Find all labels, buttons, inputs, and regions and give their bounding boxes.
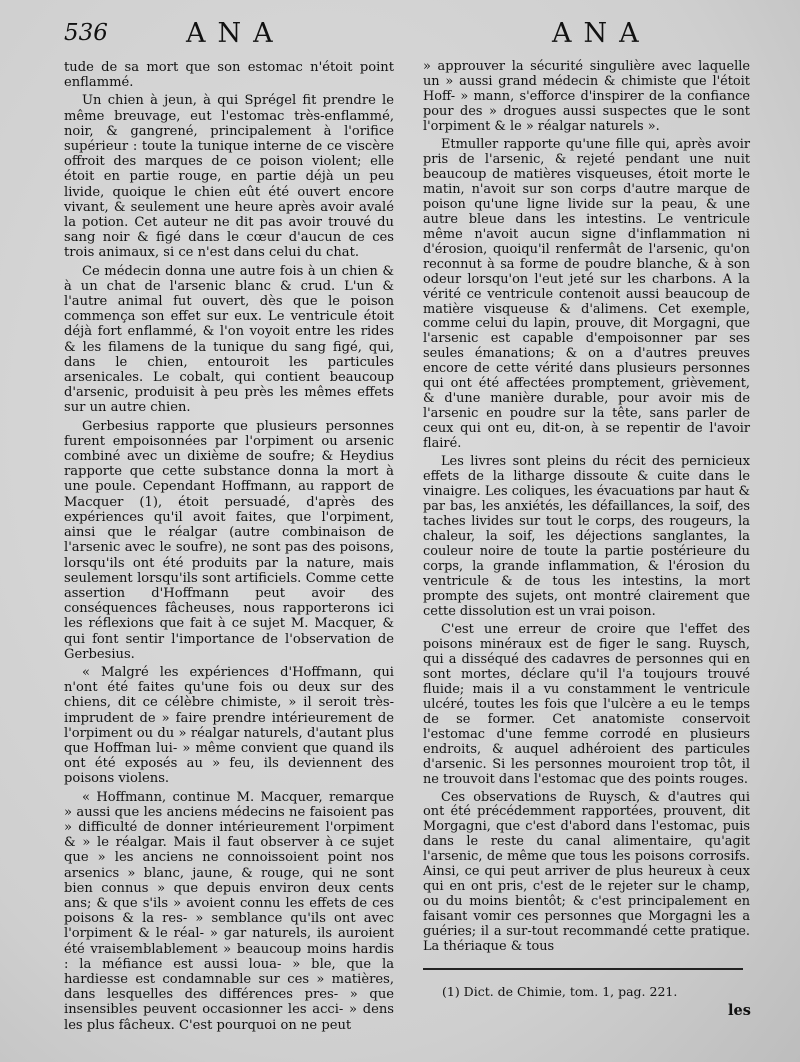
page-header	[0, 18, 800, 54]
paragraph: Les livres sont pleins du récit des pernicieux effets de la litharge dissoute & cuite dans le vinaigre. Les coliques, les évacuations par haut & par bas, les anxiétés, les défaillances, la soif, des taches livides sur tout le corps, des rougeurs, la chaleur, la soif, les déjections sanglantes, la couleur noire de toute la partie postérieure du corps, la grande inflammation, & l'érosion du ventricule & de tous les intestins, la mort prompte des sujets, ont montré clairement que cette dissolution est un vrai poison.	[423, 454, 750, 619]
footnote-rule	[423, 968, 743, 970]
running-head-left: ANA	[186, 18, 285, 49]
catchword: les	[728, 1002, 751, 1019]
footnote: (1) Dict. de Chimie, tom. 1, pag. 221.	[442, 984, 678, 999]
paragraph: Un chien à jeun, à qui Sprégel fit prendre le même breuvage, eut l'estomac très-enflammé, noir, & gangrené, principalement à l'orifice supérieur : toute la tunique interne de ce viscère offroit des marques de ce poison violent; elle étoit en partie rouge, en partie déjà un peu livide, quoique le chien eût été ouvert encore vivant, & seulement une heure après avoir avalé la potion. Cet auteur ne dit pas avoir trouvé du sang noir & figé dans le cœur d'aucun de ces trois animaux, si ce n'est dans celui du chat.	[64, 93, 394, 261]
quotation-paragraph: « Hoffmann, continue M. Macquer, remarque » aussi que les anciens médecins ne faisoient pas » difficulté de donner intérieurement l'orpiment & » le réalgar. Mais il faut observer à ce sujet que » les anciens ne connoissoient point nos arsenics » blanc, jaune, & rouge, qui ne sont bien connus » que depuis environ deux cents ans; & que s'ils » avoient connu les effets de ces poisons & la res- » semblance qu'ils ont avec l'orpiment & le réal- » gar naturels, ils auroient été vraisemblablement » beaucoup moins hardis : la méfiance est aussi loua- » ble, que la hardiesse est condamnable sur ces » matières, dans lesquelles des différences pres- » que insensibles peuvent occasionner les acci- » dens les plus fâcheux. C'est pourquoi on ne peut	[64, 789, 394, 1033]
paragraph: Ce médecin donna une autre fois à un chien & à un chat de l'arsenic blanc & crud. L'un & l'autre animal fut ouvert, dès que le poison commença son effet sur eux. Le ventricule étoit déjà fort enflammé, & l'on voyoit entre les rides & les filamens de la tunique du sang figé, qui, dans le chien, entouroit les particules arsenicales. Le cobalt, qui contient beaucoup d'arsenic, produisit à peu près les mêmes effets sur un autre chien.	[64, 263, 394, 416]
right-column	[423, 60, 750, 955]
paragraph: Gerbesius rapporte que plusieurs personnes furent empoisonnées par l'orpiment ou arsenic combiné avec un dixième de soufre; & Heydius rapporte que cette substance donna la mort à une poule. Cependant Hoffmann, au rapport de Macquer (1), étoit persuadé, d'après des expériences qu'il avoit faites, que l'orpiment, ainsi que le réalgar (autre combinaison de l'arsenic avec le soufre), ne sont pas des poisons, lorsqu'ils ont été produits par la nature, mais seulement lorsqu'ils sont artificiels. Comme cette assertion d'Hoffmann peut avoir des conséquences fâcheuses, nous rapporterons ici les réflexions que fait à ce sujet M. Macquer, & qui font sentir l'importance de l'observation de Gerbesius.	[64, 418, 394, 662]
paragraph: Etmuller rapporte qu'une fille qui, après avoir pris de l'arsenic, & rejeté pendant une nuit beaucoup de matières visqueuses, étoit morte le matin, n'avoit sur son corps d'autre marque de poison qu'une ligne livide sur la peau, & une autre bleue dans les intestins. Le ventricule même n'avoit aucun signe d'inflammation ni d'érosion, quoiqu'il renfermât de l'arsenic, qu'on reconnut à sa forme de poudre blanche, & à son odeur lorsqu'on l'eut jeté sur les charbons. A la vérité ce ventricule contenoit aussi beaucoup de matière visqueuse & d'alimens. Cet exemple, comme celui du lapin, prouve, dit Morgagni, que l'arsenic est capable d'empoisonner par ses seules émanations; & on a d'autres preuves encore de cette vérité dans plusieurs personnes qui ont été affectées promptement, grièvement, & d'une manière durable, pour avoir mis de l'arsenic en poudre sur la tête, sans parler de ceux qui ont eu, dit-on, à se repentir de l'avoir flairé.	[423, 136, 750, 452]
quotation-paragraph: « Malgré les expériences d'Hoffmann, qui n'ont été faites qu'une fois ou deux sur des chiens, dit ce célèbre chimiste, » il seroit très-imprudent de » faire prendre intérieurement de l'orpiment ou du » réalgar naturels, d'autant plus que Hoffman lui- » même convient que quand ils ont été exposés au » feu, ils deviennent des poisons violens.	[64, 664, 394, 787]
page-number: 536	[64, 20, 108, 46]
left-column	[64, 60, 394, 1033]
paragraph: Ces observations de Ruysch, & d'autres qui ont été précédemment rapportées, prouvent, dit Morgagni, que c'est d'abord dans l'estomac, puis dans le reste du canal alimentaire, qu'agit l'arsenic, de même que tous les poisons corrosifs. Ainsi, ce qui peut arriver de plus heureux à ceux qui en ont pris, c'est de le rejeter sur le champ, ou du moins bientôt; & c'est principalement en faisant vomir ces personnes que Morgagni les a guéries; il a sur-tout recommandé cette pratique. La thériaque & tous	[423, 789, 750, 955]
quotation-paragraph: » approuver la sécurité singulière avec laquelle un » aussi grand médecin & chimiste que l'étoit Hoff- » mann, s'efforce d'inspirer de la confiance pour des » drogues aussi suspectes que le sont l'orpiment & le » réalgar naturels ».	[423, 59, 750, 134]
paragraph: C'est une erreur de croire que l'effet des poisons minéraux est de figer le sang. Ruysch, qui a disséqué des cadavres de personnes qui en sont mortes, déclare qu'il l'a toujours trouvé fluide; mais il a vu constamment le ventricule ulcéré, toutes les fois que l'ulcère a eu le temps de se former. Cet anatomiste conservoit l'estomac d'une femme corrodé en plusieurs endroits, & auquel adhéroient des particules d'arsenic. Si les personnes mouroient trop tôt, il ne trouvoit dans l'estomac que des points rouges.	[423, 621, 750, 787]
running-head-right: ANA	[552, 18, 651, 49]
paragraph: tude de sa mort que son estomac n'étoit point enflammé.	[64, 60, 394, 91]
